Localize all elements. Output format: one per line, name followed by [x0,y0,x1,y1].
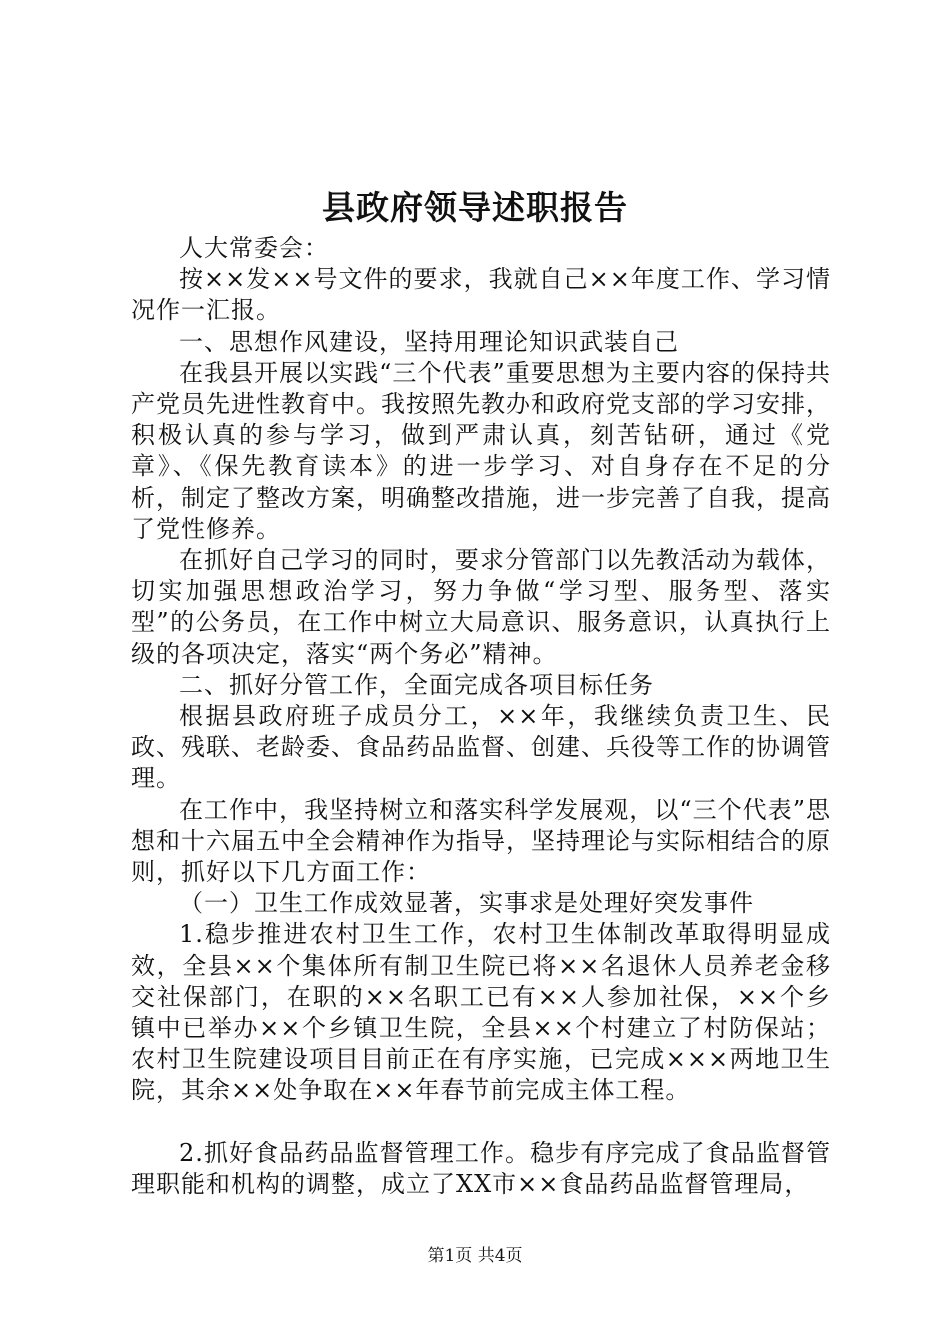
page-footer: 第1页 共4页 [427,1246,523,1266]
paragraph-education: 在我县开展以实践“三个代表”重要思想为主要内容的保持共产党员先进性教育中。我按照先教办和政府党支部的学习安排，积极认真的参与学习，做到严肃认真，刻苦钻研，通过《党章》、《保先教育读本》的进一步学习、对自身存在不足的分析，制定了整改方案，明确整改措施，进一步完善了自我，提高了党性修养。 [131,358,831,543]
salutation: 人大常委会： [179,234,329,262]
intro-paragraph: 按××发××号文件的要求，我就自己××年度工作、学习情况作一汇报。 [131,265,831,325]
paragraph-item-2: 2.抓好食品药品监督管理工作。稳步有序完成了食品监督管理职能和机构的调整，成立了XX市××食品药品监督管理局， [131,1138,831,1198]
blank-line [131,1107,831,1138]
paragraph-division: 根据县政府班子成员分工，××年，我继续负责卫生、民政、残联、老龄委、食品药品监督、创建、兵役等工作的协调管理。 [131,702,831,793]
paragraph-work: 在工作中，我坚持树立和落实科学发展观，以“三个代表”思想和十六届五中全会精神作为指导，坚持理论与实际相结合的原则，抓好以下几方面工作： [131,795,831,887]
paragraph-study: 在抓好自己学习的同时，要求分管部门以先教活动为载体，切实加强思想政治学习，努力争做“学习型、服务型、落实型”的公务员，在工作中树立大局意识、服务意识，认真执行上级的各项决定，落实“两个务必”精神。 [131,546,831,668]
subsection-heading-1: （一）卫生工作成效显著，实事求是处理好突发事件 [179,889,754,918]
section-heading-2: 二、抓好分管工作，全面完成各项目标任务 [179,670,654,699]
document-body [131,233,831,1200]
paragraph-item-1: 1.稳步推进农村卫生工作，农村卫生体制改革取得明显成效，全县××个集体所有制卫生院已将××名退休人员养老金移交社保部门，在职的××名职工已有××人参加社保，××个乡镇中已举办××个乡镇卫生院，全县××个村建立了村防保站；农村卫生院建设项目目前正在有序实施，已完成×××两地卫生院，其余××处争取在××年春节前完成主体工程。 [131,920,831,1105]
document-title: 县政府领导述职报告 [322,188,628,227]
section-heading-1: 一、思想作风建设，坚持用理论知识武装自己 [179,327,679,356]
